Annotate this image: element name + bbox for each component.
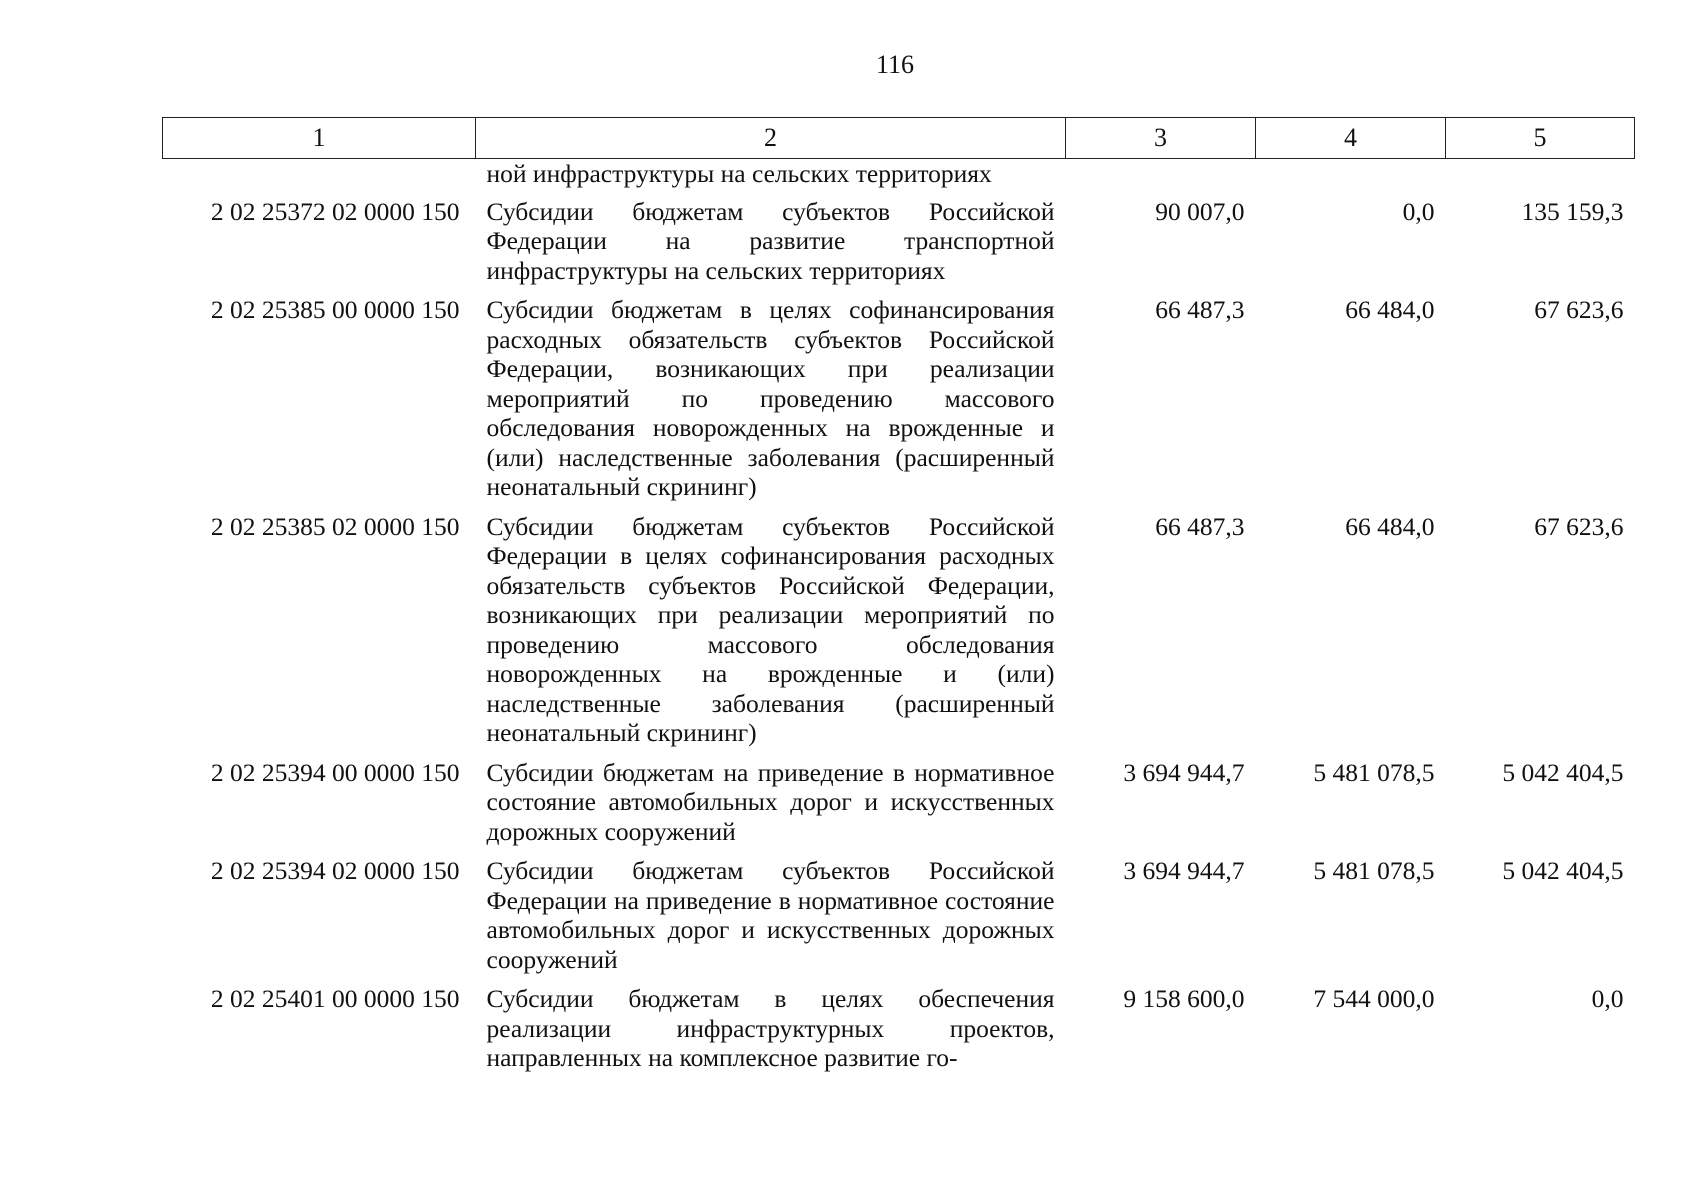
row-code: 2 02 25394 00 0000 150 [210,757,460,787]
row-value-col3: 3 694 944,7 [1123,757,1245,787]
header-row [163,118,1635,159]
row-value-col3: 3 694 944,7 [1123,856,1245,885]
header-col-4: 4 [1256,118,1446,159]
row-code: 2 02 25372 02 0000 150 [210,196,460,226]
row-code: 2 02 25385 00 0000 150 [210,295,460,324]
row-value-col5: 5 042 404,5 [1502,856,1624,885]
table-body [163,159,1635,1083]
budget-table [162,117,1635,1083]
page-number: 116 [875,50,915,79]
row-description: Субсидии бюджетам на приведение в нормативное состояние автомобильных дорог и искусственных дорожных сооружений [486,757,1055,846]
row-description: Субсидии бюджетам субъектов Российской Федерации на приведение в нормативное состояние автомобильных дорог и искусственных дорожных сооружений [486,856,1055,974]
row-value-col4: 5 481 078,5 [1313,757,1435,787]
row-value-col4: 66 484,0 [1345,295,1435,324]
row-description: Субсидии бюджетам субъектов Российской Федерации в целях софинансирования расходных обязательств субъектов Российской Федерации, возникающих при реализации мероприятий по проведению массового обследования новорожденных на врожденные и (или) наследственные заболевания (расширенный неонатальный скрининг) [486,511,1055,747]
row-description: Субсидии бюджетам субъектов Российской Федерации на развитие транспортной инфраструктуры на сельских территориях [486,196,1055,285]
table-row [163,197,1635,296]
row-value-col3: 9 158 600,0 [1123,984,1245,1013]
table-row [163,512,1635,758]
row-value-col4: 0,0 [1402,196,1435,226]
header-col-3: 3 [1066,118,1256,159]
table-header [163,118,1635,159]
row-value-col3: 90 007,0 [1155,196,1245,226]
row-description: Субсидии бюджетам в целях софинансирования расходных обязательств субъектов Российской Федерации, возникающих при реализации мероприятий по проведению массового обследования новорожденных на врожденные и (или) наследственные заболевания (расширенный неонатальный скрининг) [486,295,1055,501]
row-value-col4: 66 484,0 [1345,511,1435,541]
continuation-row [163,159,1635,197]
row-description: Субсидии бюджетам в целях обеспечения реализации инфраструктурных проектов, направленных на комплексное развитие го- [486,984,1055,1072]
budget-table-container [162,117,1634,1083]
row-value-col5: 5 042 404,5 [1502,757,1624,787]
table-row [163,758,1635,857]
row-value-col3: 66 487,3 [1155,511,1245,541]
row-code: 2 02 25401 00 0000 150 [210,984,460,1013]
table-row [163,295,1635,512]
continuation-text: ной инфраструктуры на сельских территориях [486,159,992,188]
header-col-2: 2 [476,118,1066,159]
row-code: 2 02 25394 02 0000 150 [210,856,460,885]
row-value-col5: 0,0 [1591,984,1624,1013]
table-row [163,856,1635,984]
row-value-col5: 135 159,3 [1521,196,1624,226]
row-value-col3: 66 487,3 [1155,295,1245,324]
header-col-1: 1 [163,118,476,159]
header-col-5: 5 [1446,118,1635,159]
row-value-col5: 67 623,6 [1534,511,1624,541]
row-value-col4: 7 544 000,0 [1313,984,1435,1013]
row-value-col5: 67 623,6 [1534,295,1624,324]
row-value-col4: 5 481 078,5 [1313,856,1435,885]
table-row [163,984,1635,1083]
row-code: 2 02 25385 02 0000 150 [210,511,460,541]
